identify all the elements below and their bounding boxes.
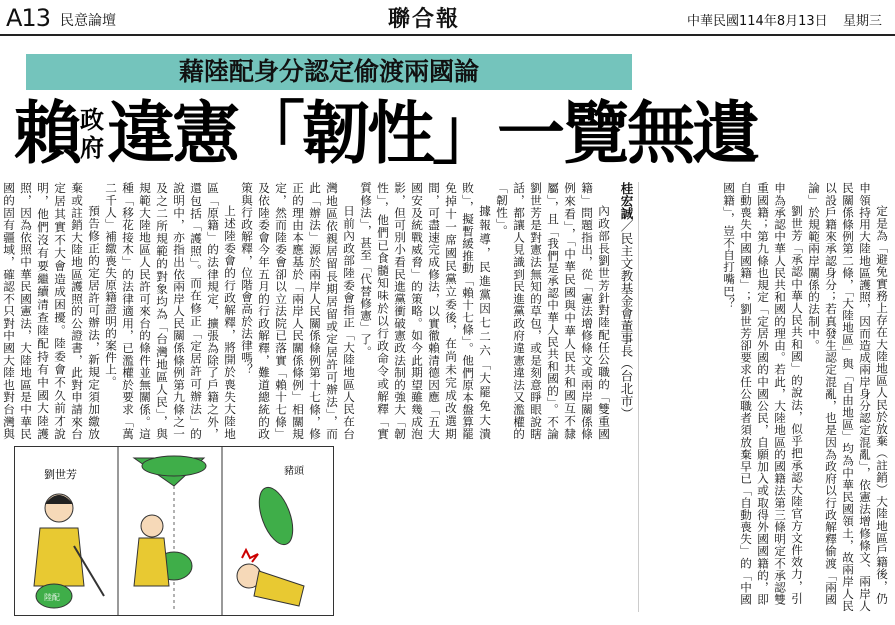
article-paragraph: 上述陸委會的行政解釋，將開於喪失大陸地區「原籍」的法律規定，擴張為除了戶籍之外，還包括「護照」。而在修正「定居許可辦法」的說明中，亦指出依兩岸人民關係條例第九條之一及之二所規範的對象均為「台灣地區人民」，與規範大陸地區人民許可來台的條件並無關係。這種「移花接木」的法律適用，已濫權於要求「萬二千人」補繳喪失原籍證明的案件上。 — [104, 182, 237, 440]
article-paragraph: 內政部長劉世芳針對陸配任公職的「雙重國籍」問題指出，從「憲法增修條文或兩岸關係條例來看」，「中華民國與中華人民共和國互不隸屬」，且「我們是承認中華人民共和國的」。不論劉世芳是對憲法無知的草包，或是刻意睜眼說瞎話，都讓人見識到民進黨政府違憲違法又濫權的「韌性」。 — [495, 182, 611, 440]
article-paragraph: 日前內政部陸委會指正「大陸地區人民在台灣地區依親居留長期居留或定居許可辦法」，而此「辦法」源於兩岸人民關係條例第十七條，修正的理由本應基於「兩岸人民關係條例」相關規定，然而陸委會卻以立法院已落實「賴十七條」及依陸委會今年五月的行政解釋，難道總統的政策與行政解釋，位階會高於法律嗎？ — [240, 182, 356, 440]
yoyo-rim — [142, 456, 206, 476]
page-number: A13 — [6, 4, 50, 32]
header-rule — [0, 34, 895, 36]
article-paragraph: 劉世芳「承認中華人民共和國」的說法，似乎把承認大陸官方文件效力，引申為承認中華人民共和國的理由。若此，大陸地區的國籍法第三條明定不承認雙重國籍；第九條也規定「定居外國的中國公民，自願加入或取得外國國籍的，即自動喪失中國國籍」；劉世芳卻要求任公職者須放棄早已「自動喪失」的「中國國籍」，豈不自打嘴巴？ — [722, 182, 804, 606]
article-paragraph: 定是為「避免實務上存在大陸地區人民於放棄（註銷）大陸地區戶籍後，仍申領持用大陸地區護照，因而造成兩岸身分認定混亂」，依憲法增修條文、兩岸人民關係條例第二條，「大陸地區」與「自由地區」均為中華民國領土，故兩岸人民以設戶籍來承認身分；若真發生認定混亂，也是因為政府以行政解釋偷渡「兩國論」於規範兩岸關係的法制中。 — [807, 182, 889, 612]
yoyo-label: 陸配 — [44, 593, 60, 602]
cartoon-drawing — [14, 446, 334, 616]
headline-small — [79, 106, 105, 162]
article-body — [2, 182, 612, 440]
headline-small-bottom: 府 — [80, 134, 105, 162]
article-body-continued — [644, 182, 890, 612]
headline-part1: 賴 — [14, 95, 80, 174]
headline-part2: 違憲「韌性」一覽無遺 — [107, 95, 758, 174]
subheadline-banner: 藉陸配身分認定偷渡兩國論 — [26, 54, 632, 90]
headline-small-top: 政 — [80, 106, 105, 134]
column-divider — [638, 182, 639, 612]
character-jacket — [134, 538, 169, 586]
editorial-cartoon — [14, 446, 334, 616]
masthead-logo: 聯合報 — [388, 6, 461, 32]
issue-date: 中華民國114年8月13日 — [687, 14, 828, 29]
page-header — [0, 0, 895, 34]
byline — [618, 182, 634, 472]
author-name: 桂宏誠 — [619, 182, 634, 220]
character-jacket — [34, 528, 84, 586]
cartoon-signature: 豬頭 — [284, 466, 304, 477]
cartoon-name-tag: 劉世芳 — [44, 468, 77, 481]
headline — [14, 96, 757, 176]
article-paragraph: 據報導，民進黨因七二六「大罷免大潰敗」，擬暫緩推動「賴十七條」。他們原本盤算罷免掉十一席國民黨立委後，在尚未完成改選期間，可盡速完成修法，以實徹賴清德因應「五大國安及統戰威脅」的策略。如今此期望雖幾成泡影，但可別小看民進黨衝破憲政法制的強大「韌性」，他們已食髓知味於以行政命令或解釋「實質修法」，甚至「代替修憲」了。 — [359, 182, 492, 440]
character-head — [141, 515, 163, 537]
issue-weekday: 星期三 — [843, 14, 883, 29]
section-name: 民意論壇 — [60, 13, 116, 29]
article-paragraph: 預告修正的定居許可辦法，新規定須加繳放棄或註銷大陸地區護照的公證書，此對申請來台定居其實不大會造成困擾。陸委會不久前才說明，他們沒有要繼續清查陸配持有中國大陸護照，因為依照中華民國憲法，大陸地區是中華民國的固有疆域，確認不只對中國大陸也對台灣與 — [2, 182, 101, 440]
author-title: ／民主文教基金會董事長（台北市） — [619, 219, 634, 420]
